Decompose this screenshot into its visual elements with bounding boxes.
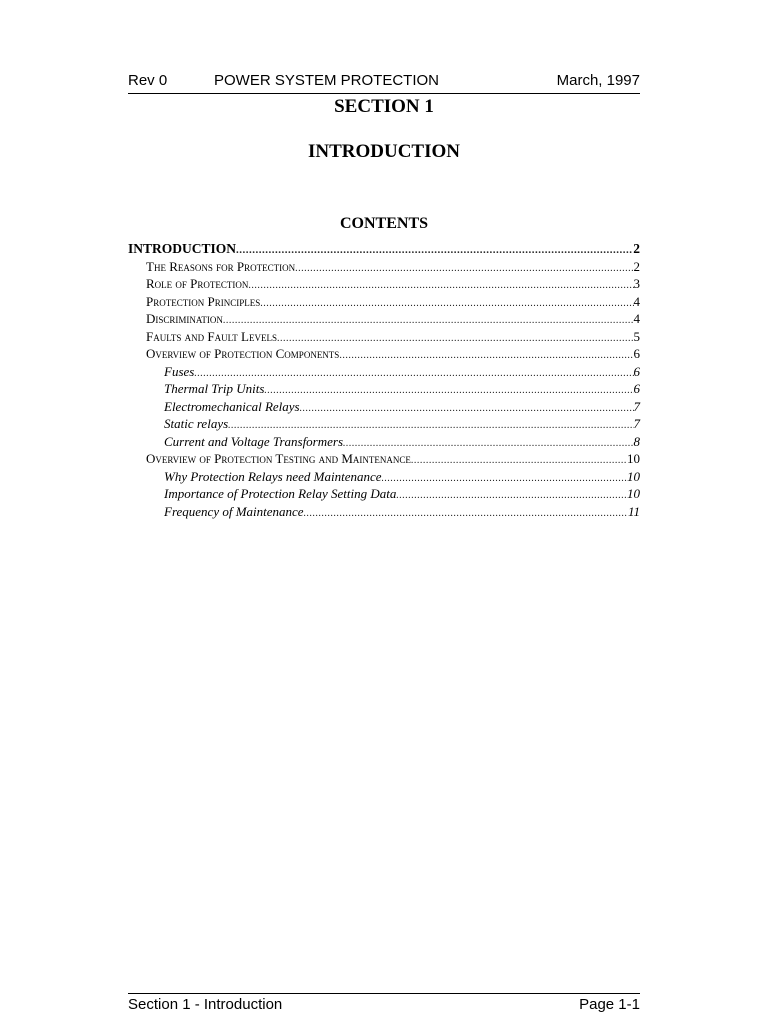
- toc-entry-page: 3: [633, 276, 640, 291]
- toc-entry-title: INTRODUCTION: [128, 241, 237, 256]
- toc-entry[interactable]: [128, 434, 640, 452]
- toc-entry[interactable]: [128, 504, 640, 522]
- header-date: March, 1997: [556, 72, 640, 89]
- toc-leader-dots: [223, 315, 634, 326]
- toc-entry-title: Why Protection Relays need Maintenance: [164, 468, 382, 484]
- toc-leader-dots: [264, 385, 633, 396]
- toc-entry[interactable]: [128, 241, 640, 259]
- toc-leader-dots: [194, 368, 633, 379]
- toc-entry-title: Fuses: [164, 363, 195, 379]
- toc-entry-page: 6: [633, 363, 640, 379]
- toc-entry[interactable]: [128, 259, 640, 277]
- toc-entry[interactable]: [128, 451, 640, 469]
- toc-entry-title: Electromechanical Relays: [164, 398, 300, 414]
- toc-entry-title: Protection Principles: [146, 293, 261, 309]
- toc-entry-page: 2: [633, 241, 640, 256]
- toc-leader-dots: [396, 490, 627, 501]
- table-of-contents: [128, 241, 640, 521]
- toc-entry-page: 11: [627, 503, 640, 519]
- toc-entry-page: 6: [633, 381, 640, 396]
- toc-leader-dots: [300, 403, 634, 414]
- toc-entry-title: Frequency of Maintenance: [164, 503, 304, 519]
- toc-entry[interactable]: [128, 276, 640, 294]
- toc-entry-page: 10: [627, 468, 640, 484]
- toc-leader-dots: [382, 473, 627, 484]
- toc-leader-dots: [260, 298, 633, 309]
- toc-leader-dots: [343, 438, 633, 449]
- toc-entry-title: Static relays: [164, 416, 229, 431]
- toc-entry-page: 8: [633, 433, 640, 449]
- toc-entry-title: Importance of Protection Relay Setting Data: [164, 486, 397, 501]
- toc-entry[interactable]: [128, 364, 640, 382]
- header-doc-title: POWER SYSTEM PROTECTION: [214, 72, 440, 89]
- toc-entry-title: Discrimination: [146, 311, 223, 326]
- toc-leader-dots: [295, 263, 633, 274]
- section-title: INTRODUCTION: [307, 141, 461, 162]
- toc-entry-title: Role of Protection: [146, 276, 249, 291]
- toc-entry-page: 4: [633, 293, 640, 309]
- page-footer: [128, 993, 640, 1018]
- toc-entry[interactable]: [128, 399, 640, 417]
- toc-entry-page: 7: [633, 416, 640, 431]
- toc-entry-title: The Reasons for Protection: [146, 258, 296, 274]
- toc-entry-title: Thermal Trip Units: [164, 381, 265, 396]
- toc-entry[interactable]: [128, 329, 640, 347]
- toc-leader-dots: [277, 333, 634, 344]
- toc-entry-title: Faults and Fault Levels: [146, 328, 277, 344]
- header-revision: Rev 0: [128, 72, 168, 89]
- toc-entry-title: Current and Voltage Transformers: [164, 433, 344, 449]
- toc-leader-dots: [339, 350, 633, 361]
- toc-entry-page: 6: [633, 346, 640, 361]
- toc-entry[interactable]: [128, 294, 640, 312]
- toc-leader-dots: [304, 508, 628, 519]
- page-header: [128, 72, 640, 94]
- toc-entry[interactable]: [128, 469, 640, 487]
- toc-entry-page: 4: [633, 311, 640, 326]
- toc-entry-page: 2: [633, 258, 640, 274]
- toc-entry[interactable]: [128, 346, 640, 364]
- toc-leader-dots: [228, 420, 633, 431]
- toc-leader-dots: [411, 455, 627, 466]
- toc-leader-dots: [248, 280, 633, 291]
- toc-entry[interactable]: [128, 486, 640, 504]
- contents-heading: CONTENTS: [339, 215, 429, 232]
- section-label: SECTION 1: [334, 96, 434, 117]
- toc-entry[interactable]: [128, 381, 640, 399]
- toc-entry-title: Overview of Protection Components: [146, 346, 340, 361]
- toc-entry-page: 10: [627, 486, 640, 501]
- toc-entry[interactable]: [128, 311, 640, 329]
- footer-page-number: Page 1-1: [579, 996, 640, 1013]
- toc-entry[interactable]: [128, 416, 640, 434]
- footer-section-label: Section 1 - Introduction: [128, 996, 283, 1013]
- toc-entry-title: Overview of Protection Testing and Maintenance: [146, 451, 411, 466]
- toc-entry-page: 5: [633, 328, 640, 344]
- toc-leader-dots: [236, 244, 633, 256]
- toc-entry-page: 10: [627, 451, 640, 466]
- toc-entry-page: 7: [633, 398, 640, 414]
